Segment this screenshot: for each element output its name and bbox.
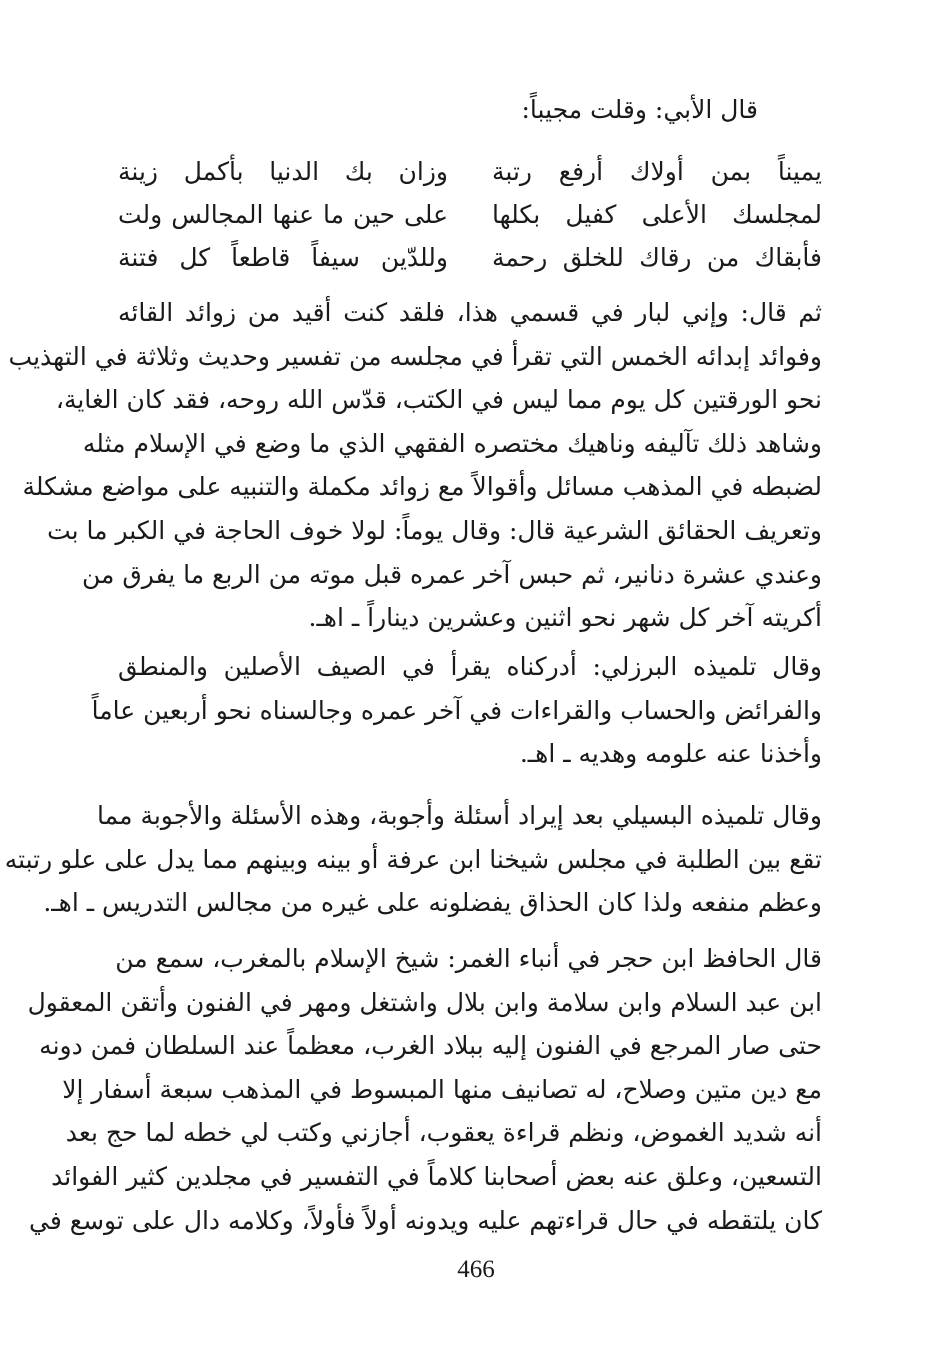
text-line: مع دين متين وصلاح، له تصانيف منها المبسوط في المذهب سبعة أسفار إلا [62, 1074, 822, 1104]
verse-intro: قال الأبي: وقلت مجيباً: [521, 95, 758, 124]
verse-second-hemistich: وزان بك الدنيا بأكمل زينة [118, 157, 448, 186]
text-line: وتعريف الحقائق الشرعية قال: وقال يوماً: لولا خوف الحاجة في الكبر ما بت [47, 515, 822, 545]
text-line: نحو الورقتين كل يوم مما ليس في الكتب، قدّس الله روحه، فقد كان الغاية، [55, 385, 822, 415]
text-line: أنه شديد الغموض، ونظم قراءة يعقوب، أجازني وكتب لي خطه لما حج بعد [65, 1118, 822, 1148]
text-line: التسعين، وعلق عنه بعض أصحابنا كلاماً في التفسير في مجلدين كثير الفوائد [51, 1161, 822, 1191]
verse-line [118, 152, 822, 196]
text-line: وفوائد إبدائه الخمس التي تقرأ في مجلسه من تفسير وحديث وثلاثة في التهذيب [8, 341, 822, 371]
text-line: ثم قال: وإني لبار في قسمي هذا، فلقد كنت أقيد من زوائد القائه [118, 298, 822, 327]
verse-second-hemistich: على حين ما عنها المجالس ولت [118, 200, 448, 229]
text-line: وقال تلميذه البسيلي بعد إيراد أسئلة وأجوبة، وهذه الأسئلة والأجوبة مما [97, 801, 822, 830]
text-line: تقع بين الطلبة في مجلس شيخنا ابن عرفة أو بينه وبينهم مما يدل على علو رتبته [4, 844, 822, 874]
paragraph-ibn-hajar [27, 937, 822, 1242]
text-line: وعظم منفعه ولذا كان الحذاق يفضلونه على غيره من مجالس التدريس ـ اهـ. [43, 888, 822, 918]
text-line: وأخذنا عنه علومه وهديه ـ اهـ. [519, 739, 822, 769]
text-line: أكريته آخر كل شهر نحو اثنين وعشرين ديناراً ـ اهـ. [308, 603, 822, 633]
text-line: والفرائض والحساب والقراءات في آخر عمره وجالسناه نحو أربعين عاماً [91, 695, 822, 725]
text-line: وقال تلميذه البرزلي: أدركناه يقرأ في الصيف الأصلين والمنطق [118, 652, 822, 681]
text-line: ابن عبد السلام وابن سلامة وابن بلال واشتغل ومهر في الفنون وأتقن المعقول [27, 987, 822, 1017]
verse-first-hemistich: فأبقاك من رقاك للخلق رحمة [492, 243, 822, 272]
text-line: لضبطه في المذهب مسائل وأقوالاً مع زوائد مكملة والتنبيه على مواضع مشكلة [22, 472, 822, 502]
text-line: وعندي عشرة دنانير، ثم حبس آخر عمره قبل موته من الربع ما يفرق من [81, 559, 822, 589]
verse-line [118, 195, 822, 239]
text-line: كان يلتقطه في حال قراءتهم عليه ويدونه أولاً فأولاً، وكلامه دال على توسع في [29, 1205, 822, 1235]
verse-second-hemistich: وللدّين سيفاً قاطعاً كل فتنة [118, 243, 448, 272]
text-line: قال الحافظ ابن حجر في أنباء الغمر: شيخ الإسلام بالمغرب، سمع من [115, 944, 822, 973]
text-line: حتى صار المرجع في الفنون إليه ببلاد الغرب، معظماً عند السلطان فمن دونه [39, 1031, 822, 1061]
paragraph-basili [4, 794, 822, 925]
paragraph-burzuli [91, 645, 822, 776]
paragraph-ibn-arafa-quote [8, 291, 822, 640]
verse-line [118, 238, 822, 282]
verse-first-hemistich: لمجلسك الأعلى كفيل بكلها [492, 200, 822, 229]
verse-first-hemistich: يميناً بمن أولاك أرفع رتبة [492, 157, 822, 186]
page-number: 466 [457, 1256, 495, 1283]
text-line: وشاهد ذلك تآليفه وناهيك مختصره الفقهي الذي ما وضع في الإسلام مثله [82, 428, 822, 458]
